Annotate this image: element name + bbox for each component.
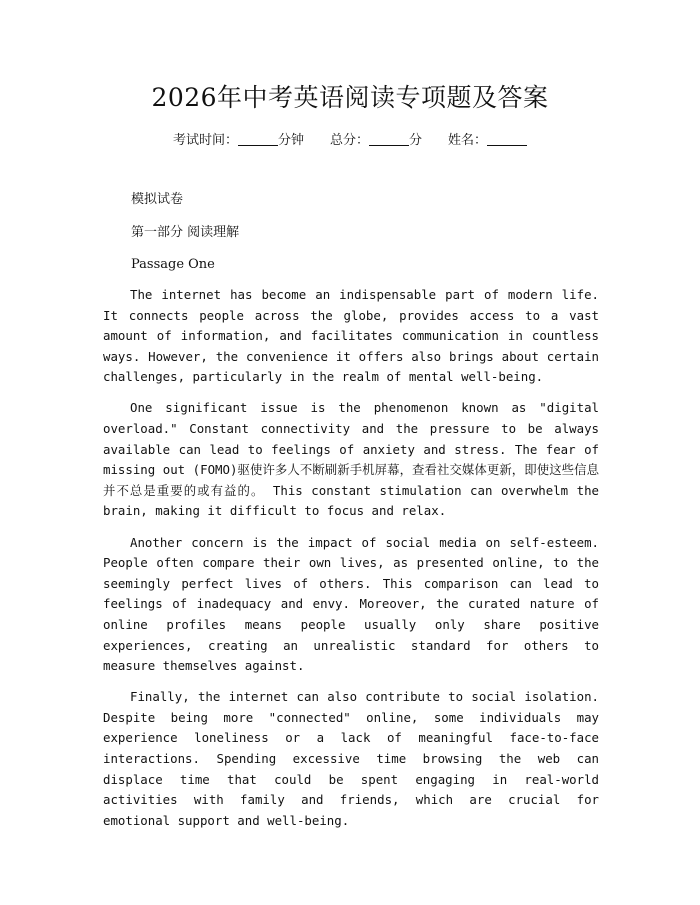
- paragraph: The internet has become an indispensable part of modern life. It connects people across the globe, provides access to a vast amount of information, and facilitates communication in countless ways. However, the convenience it offers also brings about certain challenges, particularly in the realm of mental well-being.: [103, 287, 599, 385]
- score-label: 总分：: [329, 133, 369, 148]
- document-title: 2026年中考英语阅读专项题及答案: [151, 83, 549, 112]
- time-unit: 分钟: [277, 133, 304, 148]
- paragraph: Finally, the internet can also contribute to social isolation. Despite being more "connected" online, some individuals may experience loneliness or a lack of meaningful face-to-face interactions. Spending excessive time browsing the web can displace time that could be spent engaging in real-world activities with family and friends, which are crucial for emotional support and well-being.: [103, 689, 599, 828]
- name-label: 姓名：: [448, 133, 488, 148]
- paragraph: Another concern is the impact of social media on self-esteem. People often compare their own lives, as presented online, to the seemingly perfect lives of others. This comparison can lead to feelings of inadequacy and envy. Moreover, the curated nature of online profiles means people usually only share positive experiences, creating an unrealistic standard for others to measure themselves against.: [103, 534, 599, 674]
- time-label: 考试时间：: [172, 133, 238, 148]
- score-blank: [369, 131, 409, 146]
- passage-label: Passage One: [131, 257, 215, 272]
- passage-body: [103, 285, 599, 842]
- exam-meta-line: [0, 131, 700, 151]
- part-label: 第一部分 阅读理解: [131, 225, 240, 240]
- paragraph: One significant issue is the phenomenon known as "digital overload." Constant connectivity and the pressure to be always available can lead to feelings of anxiety and stress. The fear of missing out (FOMO)驱使许多人不断刷新手机屏幕，查看社交媒体更新，即使这些信息并不总是重要的或有益的。 This constant stimulation can overwhelm the brain, making it difficult to focus and relax.: [103, 400, 599, 519]
- name-blank: [487, 131, 527, 146]
- section-label: 模拟试卷: [131, 192, 184, 207]
- time-blank: [238, 131, 278, 146]
- score-unit: 分: [409, 133, 423, 148]
